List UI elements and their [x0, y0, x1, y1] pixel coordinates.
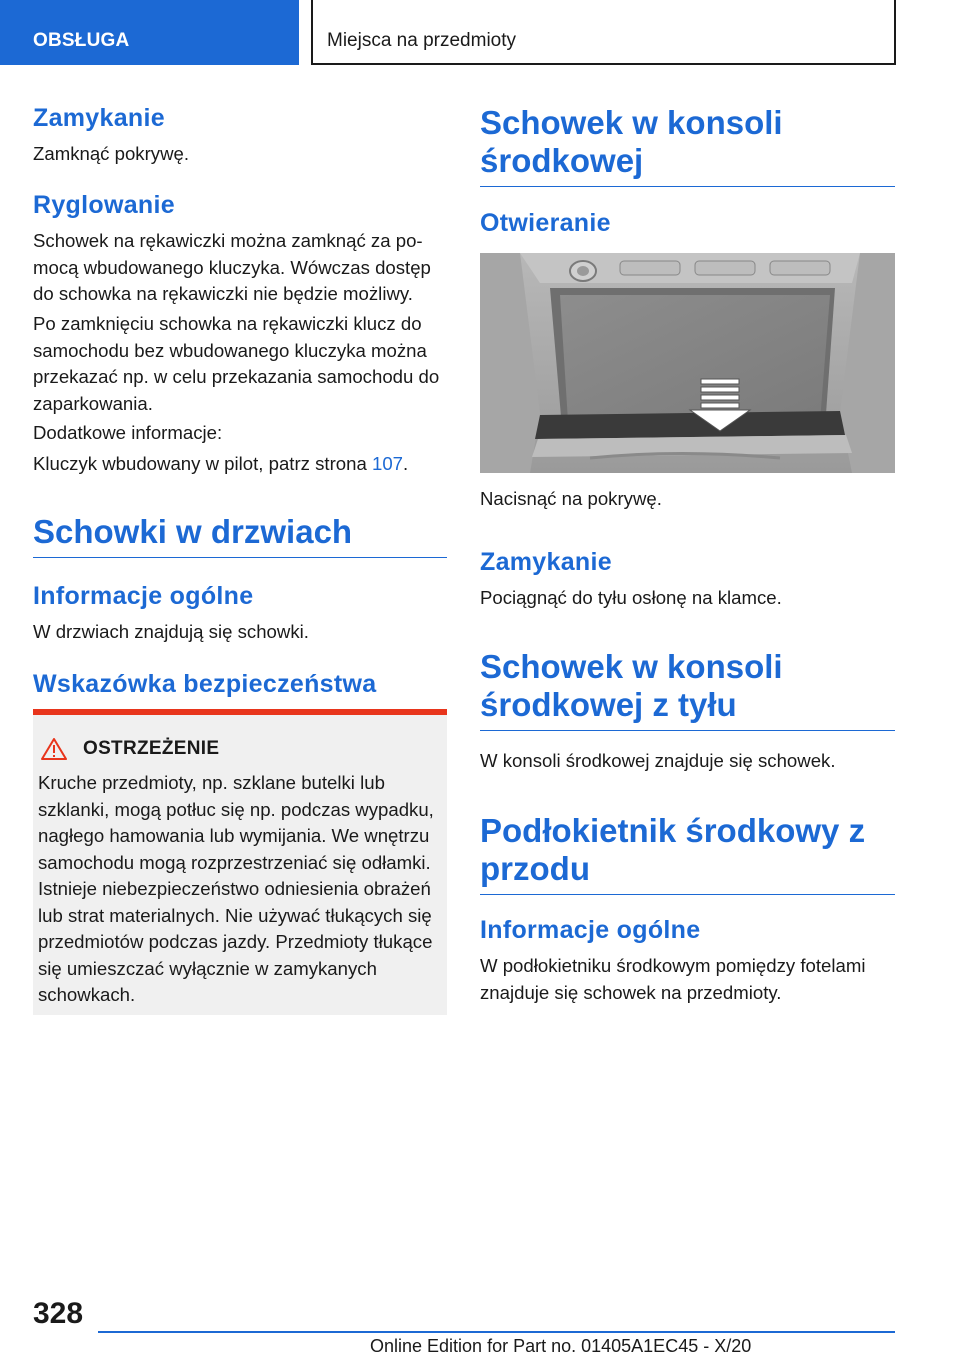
console-lid-illustration [480, 253, 895, 473]
warning-text: Kruche przedmioty, np. szklane butelki lub szklanki, mogą potłuc się np. podczas wypadku, nagłego hamowania lub wymijania. We wnętrzu samochodu mogą rozprzestrzeniać się odłamki. Istnieje niebezpieczeństwo odniesienia obrażeń lub strat materialnych. Nie używać tłukących się przedmiotów podczas jazdy. Przedmioty tłukące się umieszczać wyłącznie w zamykanych schowkach. [38, 772, 434, 1005]
general-heading: Informacje ogólne [33, 582, 254, 610]
locking-heading: Ryglowanie [33, 191, 175, 219]
reference-text: Kluczyk wbudowany w pilot, patrz strona [33, 453, 372, 474]
console-heading: Schowek w konsoli środkowej [480, 104, 895, 187]
doors-heading: Schowki w drzwiach [33, 513, 447, 558]
locking-paragraph-4 [33, 451, 447, 478]
armrest-text: W podłokietniku środkowym pomiędzy fotelami znajduje się schowek na przedmioty. [480, 955, 866, 1003]
closing-heading-right: Zamykanie [480, 548, 612, 576]
chapter-tab [311, 0, 896, 65]
reference-end: . [403, 453, 409, 474]
closing-heading: Zamykanie [33, 104, 165, 132]
locking-paragraph-2: Po zamknięciu schowka na rękawiczki klucz do samochodu bez wbudowanego kluczyka można przekazać np. w celu przekazania samochodu do zaparkowania. [33, 313, 440, 414]
locking-paragraph-3: Dodatkowe informacje: [33, 422, 223, 443]
rear-console-heading: Schowek w konsoli środkowej z tyłu [480, 648, 895, 731]
footer-divider [98, 1331, 895, 1333]
console-storage-photo [480, 253, 895, 473]
armrest-general-heading: Informacje ogólne [480, 916, 701, 944]
closing-text-right: Pociągnąć do tyłu osłonę na klamce. [480, 587, 782, 608]
armrest-heading: Podłokietnik środkowy z przodu [480, 812, 895, 895]
general-text: W drzwiach znajdują się schowki. [33, 621, 309, 642]
warning-title: OSTRZEŻENIE [83, 738, 220, 759]
warning-triangle-icon [41, 737, 67, 761]
rear-console-text: W konsoli środkowej znajduje się schowek. [480, 750, 836, 771]
warning-box [33, 709, 447, 1015]
section-tab [0, 0, 299, 65]
page-number: 328 [33, 1297, 84, 1330]
section-title: OBSŁUGA [33, 30, 130, 51]
edition-note: Online Edition for Part no. 01405A1EC45 - X/20 [370, 1336, 752, 1356]
safety-heading: Wskazówka bezpieczeństwa [33, 670, 377, 698]
page-reference-link[interactable]: 107 [371, 453, 404, 474]
chapter-title: Miejsca na przedmioty [327, 30, 517, 51]
closing-text: Zamknąć pokrywę. [33, 143, 190, 164]
opening-heading: Otwieranie [480, 209, 611, 237]
opening-text: Nacisnąć na pokrywę. [480, 488, 662, 509]
locking-paragraph-1: Schowek na rękawiczki można zamknąć za pomocą wbudowanego kluczyka. Wówczas dostęp do schowka na rękawiczki nie będzie możliwy. [33, 230, 431, 304]
